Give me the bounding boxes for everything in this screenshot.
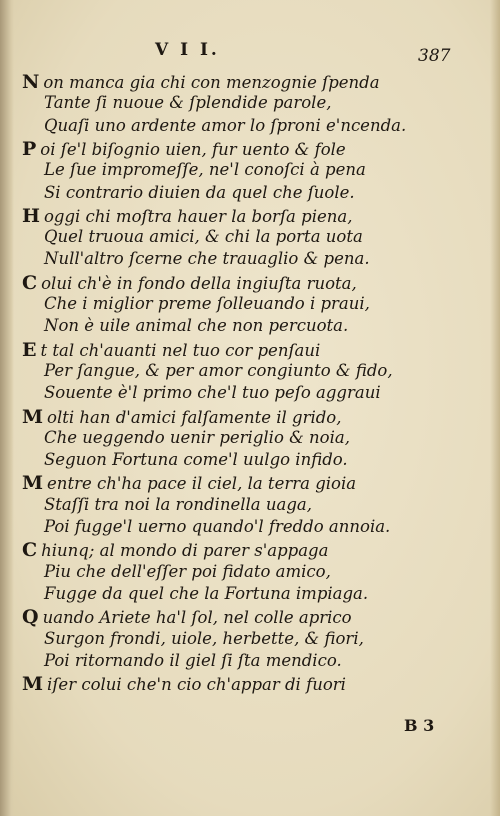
verse-text: entre ch'ha pace il ciel, la terra gioia: [47, 474, 357, 494]
running-header-signature: V I I.: [155, 40, 220, 60]
verse-line: Piu che dell'eſſer poi fidato amico,: [44, 561, 331, 581]
verse-line-first: [22, 606, 352, 628]
verse-line: Staſſi tra noi la rondinella uaga,: [44, 494, 312, 514]
verse-text: on manca gia chi con menzognie ſpenda: [43, 73, 380, 92]
verse-line: Surgon frondi, uiole, herbette, & fiori,: [44, 628, 364, 648]
stanza-initial: E: [22, 338, 37, 361]
verse-text: t tal ch'auanti nel tuo cor penſaui: [40, 340, 321, 360]
verse-line-first: [22, 71, 380, 93]
stanza-initial: C: [22, 271, 38, 294]
verse-text: hiunq; al mondo di parer s'appaga: [41, 541, 329, 561]
verse-line: Fugge da quel che la Fortuna impiaga.: [44, 583, 369, 603]
stanza-initial: C: [22, 539, 38, 562]
stanza-initial: M: [22, 472, 44, 495]
verse-line-first: [22, 406, 341, 428]
verse-text: olui ch'è in fondo della ingiuſta ruota,: [41, 273, 357, 293]
stanza-initial: N: [22, 71, 40, 93]
verse-line: Quaſi uno ardente amor lo ſproni e'ncenda.: [44, 115, 407, 135]
verse-line: Per ſangue, & per amor congiunto & fido,: [44, 360, 393, 380]
stanza-initial: Q: [22, 606, 39, 629]
verse-line: Poi ritornando il giel ſi ſta mendico.: [44, 650, 342, 670]
verse-text: oi ſe'l biſognio uien, fur uento & fole: [40, 139, 346, 159]
verse-text: uando Ariete ha'l ſol, nel colle aprico: [42, 608, 352, 628]
verse-line: Che ueggendo uenir periglio & noia,: [44, 427, 350, 447]
verse-line-first: [22, 272, 357, 294]
verse-line-first: [22, 339, 320, 361]
stanza-initial: M: [22, 673, 44, 696]
verse-line: Le ſue impromeſſe, ne'l conoſci à pena: [44, 160, 366, 180]
verse-line: Tante ſi nuoue & ſplendide parole,: [44, 93, 332, 113]
verse-line-first: [22, 673, 346, 695]
verse-text: olti han d'amici falſamente il grido,: [47, 407, 342, 427]
verse-text: iſer colui che'n cio ch'appar di fuori: [47, 675, 346, 695]
verse-line: Si contrario diuien da quel che ſuole.: [44, 182, 355, 202]
verse-line: Souente è'l primo che'l tuo peſo aggraui: [44, 383, 381, 403]
verse-line-first: [22, 539, 328, 561]
verse-line: Poi fugge'l uerno quando'l freddo annoia.: [44, 517, 391, 536]
page-gutter-shadow: [0, 0, 14, 816]
verse-line: Che i miglior preme ſolleuando i praui,: [44, 294, 370, 313]
verse-line: Null'altro ſcerne che trauaglio & pena.: [44, 249, 370, 269]
stanza-initial: H: [22, 204, 40, 227]
verse-line: Non è uile animal che non percuota.: [44, 316, 349, 336]
verse-line-first: [22, 472, 356, 494]
verse-line-first: [22, 138, 346, 160]
page-edge-shadow: [490, 0, 500, 816]
page-number: 387: [418, 46, 451, 66]
stanza-initial: P: [22, 137, 37, 160]
verse-line-first: [22, 205, 352, 227]
verse-text: oggi chi moſtra hauer la borſa piena,: [43, 206, 353, 226]
signature-mark: B 3: [404, 716, 435, 735]
verse-line: Quel truoua amici, & chi la porta uota: [44, 227, 363, 247]
verse-line: Seguon Fortuna come'l uulgo infido.: [44, 450, 348, 470]
stanza-initial: M: [22, 405, 44, 428]
